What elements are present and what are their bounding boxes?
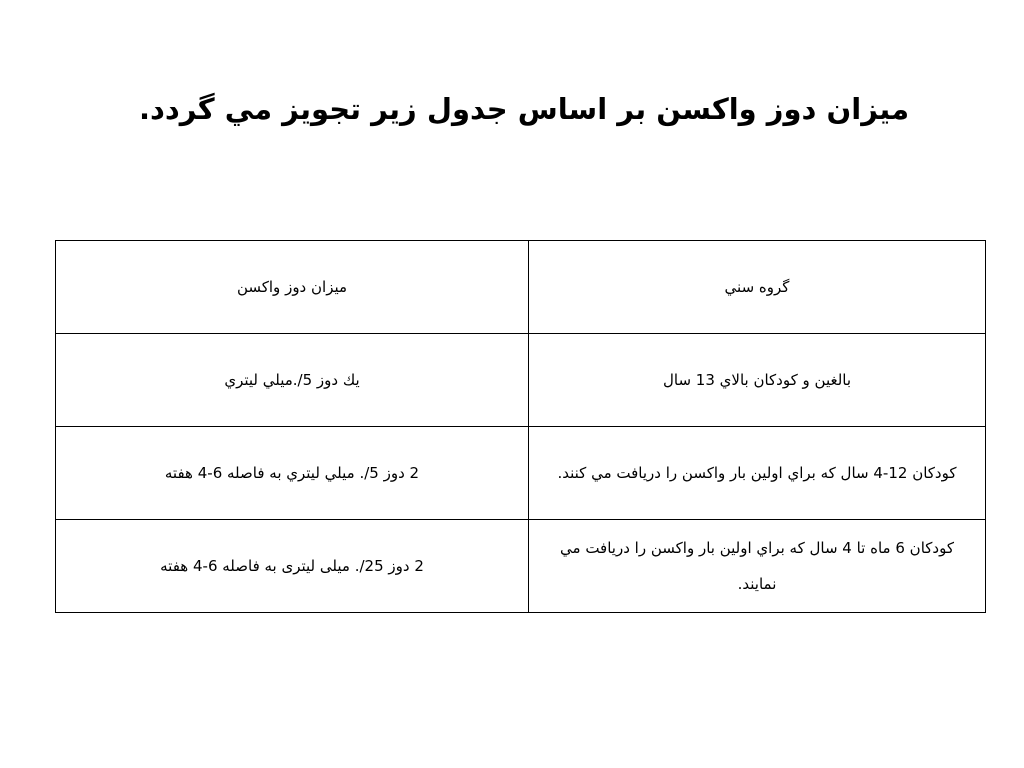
- cell-dose: يك دوز 5/.ميلي ليتري: [56, 334, 529, 427]
- page-title: ميزان دوز واكسن بر اساس جدول زير تجويز مي گردد.: [138, 92, 910, 126]
- cell-age-group: كودكان 12-4 سال كه براي اولين بار واكسن را دريافت مي كنند.: [529, 427, 986, 520]
- table-row: [56, 334, 986, 427]
- header-dose: ميزان دوز واكسن: [56, 241, 529, 334]
- cell-dose: 2 دوز 5/. ميلي ليتري به فاصله 6-4 هفته: [56, 427, 529, 520]
- table-row: [56, 427, 986, 520]
- vaccine-dose-table: [55, 240, 986, 613]
- cell-age-group: بالغين و كودكان بالاي 13 سال: [529, 334, 986, 427]
- table-header-row: [56, 241, 986, 334]
- cell-dose: 2 دوز 25/. ميلی ليتری به فاصله 6-4 هفته: [56, 520, 529, 613]
- table-row: [56, 520, 986, 613]
- cell-age-group: كودكان 6 ماه تا 4 سال كه براي اولين بار واكسن را دريافت مي نمايند.: [529, 520, 986, 613]
- header-age-group: گروه سني: [529, 241, 986, 334]
